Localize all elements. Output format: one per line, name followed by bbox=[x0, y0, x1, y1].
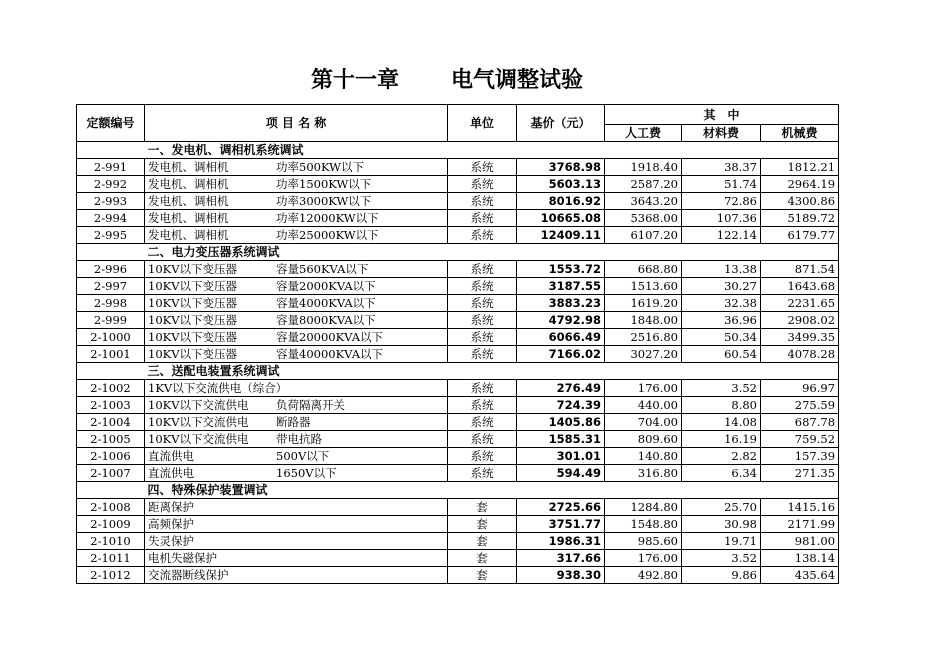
item-machine-cost: 6179.77 bbox=[761, 227, 839, 244]
item-code: 2-1000 bbox=[77, 329, 145, 346]
item-unit: 套 bbox=[448, 567, 517, 584]
item-machine-cost: 5189.72 bbox=[761, 210, 839, 227]
item-unit: 系统 bbox=[448, 414, 517, 431]
item-name: 高频保护 bbox=[148, 517, 194, 531]
item-base-price: 276.49 bbox=[517, 380, 605, 397]
table-row bbox=[77, 227, 839, 244]
item-spec: 功率500KW以下 bbox=[276, 160, 364, 174]
table-row bbox=[77, 261, 839, 278]
item-spec: 功率25000KW以下 bbox=[276, 228, 379, 242]
item-code: 2-994 bbox=[77, 210, 145, 227]
item-base-price: 6066.49 bbox=[517, 329, 605, 346]
item-material-cost: 38.37 bbox=[682, 159, 761, 176]
item-name: 10KV以下交流供电 bbox=[148, 432, 249, 446]
table-row bbox=[77, 329, 839, 346]
table-row bbox=[77, 278, 839, 295]
item-material-cost: 8.80 bbox=[682, 397, 761, 414]
header-unit: 单位 bbox=[448, 105, 517, 142]
item-labor-cost: 985.60 bbox=[605, 533, 682, 550]
item-unit: 套 bbox=[448, 516, 517, 533]
item-spec: 容量8000KVA以下 bbox=[276, 313, 376, 327]
item-name: 1KV以下交流供电（综合） bbox=[148, 381, 288, 395]
item-name-cell bbox=[145, 261, 448, 278]
item-unit: 系统 bbox=[448, 431, 517, 448]
item-name-cell bbox=[145, 346, 448, 363]
item-name: 电机失磁保护 bbox=[148, 551, 217, 565]
item-base-price: 938.30 bbox=[517, 567, 605, 584]
table-row bbox=[77, 516, 839, 533]
item-machine-cost: 2171.99 bbox=[761, 516, 839, 533]
header-code: 定额编号 bbox=[77, 105, 145, 142]
item-name-cell bbox=[145, 227, 448, 244]
item-name: 发电机、调相机 bbox=[148, 194, 229, 208]
item-machine-cost: 1643.68 bbox=[761, 278, 839, 295]
item-name: 10KV以下变压器 bbox=[148, 347, 238, 361]
item-material-cost: 2.82 bbox=[682, 448, 761, 465]
item-name: 交流器断线保护 bbox=[148, 568, 229, 582]
item-material-cost: 9.86 bbox=[682, 567, 761, 584]
section-title: 三、送配电装置系统调试 bbox=[145, 363, 839, 380]
item-machine-cost: 2964.19 bbox=[761, 176, 839, 193]
item-labor-cost: 1619.20 bbox=[605, 295, 682, 312]
item-material-cost: 25.70 bbox=[682, 499, 761, 516]
item-labor-cost: 1848.00 bbox=[605, 312, 682, 329]
item-code: 2-999 bbox=[77, 312, 145, 329]
table-row bbox=[77, 380, 839, 397]
item-base-price: 3883.23 bbox=[517, 295, 605, 312]
item-labor-cost: 5368.00 bbox=[605, 210, 682, 227]
item-unit: 系统 bbox=[448, 380, 517, 397]
item-name-cell bbox=[145, 516, 448, 533]
item-name: 发电机、调相机 bbox=[148, 228, 229, 242]
table-row bbox=[77, 193, 839, 210]
item-name-cell bbox=[145, 414, 448, 431]
item-unit: 套 bbox=[448, 550, 517, 567]
item-name-cell bbox=[145, 397, 448, 414]
item-name: 发电机、调相机 bbox=[148, 177, 229, 191]
item-material-cost: 14.08 bbox=[682, 414, 761, 431]
item-labor-cost: 668.80 bbox=[605, 261, 682, 278]
item-labor-cost: 3643.20 bbox=[605, 193, 682, 210]
item-base-price: 2725.66 bbox=[517, 499, 605, 516]
item-material-cost: 32.38 bbox=[682, 295, 761, 312]
item-machine-cost: 2908.02 bbox=[761, 312, 839, 329]
header-machine: 机械费 bbox=[761, 125, 839, 142]
item-name: 发电机、调相机 bbox=[148, 211, 229, 225]
item-name: 10KV以下变压器 bbox=[148, 296, 238, 310]
item-base-price: 3187.55 bbox=[517, 278, 605, 295]
section-title: 一、发电机、调相机系统调试 bbox=[145, 142, 839, 159]
item-machine-cost: 759.52 bbox=[761, 431, 839, 448]
item-name-cell bbox=[145, 278, 448, 295]
item-base-price: 5603.13 bbox=[517, 176, 605, 193]
header-group: 其 中 bbox=[605, 105, 839, 125]
item-spec: 带电抗路 bbox=[276, 432, 322, 446]
item-base-price: 317.66 bbox=[517, 550, 605, 567]
item-unit: 套 bbox=[448, 499, 517, 516]
item-machine-cost: 275.59 bbox=[761, 397, 839, 414]
item-labor-cost: 1513.60 bbox=[605, 278, 682, 295]
table-row bbox=[77, 533, 839, 550]
item-name-cell bbox=[145, 210, 448, 227]
item-unit: 系统 bbox=[448, 193, 517, 210]
item-code: 2-1007 bbox=[77, 465, 145, 482]
item-name: 直流供电 bbox=[148, 466, 194, 480]
item-unit: 系统 bbox=[448, 397, 517, 414]
item-labor-cost: 1548.80 bbox=[605, 516, 682, 533]
item-material-cost: 30.98 bbox=[682, 516, 761, 533]
section-title: 四、特殊保护装置调试 bbox=[145, 482, 839, 499]
item-machine-cost: 981.00 bbox=[761, 533, 839, 550]
item-material-cost: 16.19 bbox=[682, 431, 761, 448]
item-name: 10KV以下变压器 bbox=[148, 330, 238, 344]
item-name: 10KV以下交流供电 bbox=[148, 415, 249, 429]
item-spec: 断路器 bbox=[276, 415, 311, 429]
item-unit: 系统 bbox=[448, 312, 517, 329]
table-row bbox=[77, 567, 839, 584]
item-machine-cost: 157.39 bbox=[761, 448, 839, 465]
item-spec: 容量560KVA以下 bbox=[276, 262, 369, 276]
item-unit: 系统 bbox=[448, 227, 517, 244]
item-base-price: 10665.08 bbox=[517, 210, 605, 227]
item-spec: 容量2000KVA以下 bbox=[276, 279, 376, 293]
table-body bbox=[77, 142, 839, 584]
item-labor-cost: 176.00 bbox=[605, 550, 682, 567]
item-code: 2-997 bbox=[77, 278, 145, 295]
item-name-cell bbox=[145, 550, 448, 567]
item-machine-cost: 435.64 bbox=[761, 567, 839, 584]
item-name-cell bbox=[145, 465, 448, 482]
item-base-price: 1585.31 bbox=[517, 431, 605, 448]
item-name: 10KV以下变压器 bbox=[148, 313, 238, 327]
item-spec: 容量40000KVA以下 bbox=[276, 347, 384, 361]
item-name-cell bbox=[145, 295, 448, 312]
table-row bbox=[77, 465, 839, 482]
item-labor-cost: 3027.20 bbox=[605, 346, 682, 363]
table-row bbox=[77, 312, 839, 329]
item-material-cost: 30.27 bbox=[682, 278, 761, 295]
item-machine-cost: 96.97 bbox=[761, 380, 839, 397]
item-base-price: 1986.31 bbox=[517, 533, 605, 550]
item-material-cost: 122.14 bbox=[682, 227, 761, 244]
item-spec: 容量4000KVA以下 bbox=[276, 296, 376, 310]
item-code: 2-1010 bbox=[77, 533, 145, 550]
header-name: 项 目 名 称 bbox=[145, 105, 448, 142]
item-labor-cost: 809.60 bbox=[605, 431, 682, 448]
header-base: 基价（元） bbox=[517, 105, 605, 142]
section-row bbox=[77, 363, 839, 380]
item-code: 2-1006 bbox=[77, 448, 145, 465]
item-unit: 系统 bbox=[448, 278, 517, 295]
item-base-price: 12409.11 bbox=[517, 227, 605, 244]
item-code: 2-1002 bbox=[77, 380, 145, 397]
section-title: 二、电力变压器系统调试 bbox=[145, 244, 839, 261]
item-name: 10KV以下变压器 bbox=[148, 279, 238, 293]
item-code: 2-1003 bbox=[77, 397, 145, 414]
item-material-cost: 3.52 bbox=[682, 380, 761, 397]
item-spec: 功率1500KW以下 bbox=[276, 177, 372, 191]
item-name-cell bbox=[145, 533, 448, 550]
item-machine-cost: 687.78 bbox=[761, 414, 839, 431]
item-code: 2-992 bbox=[77, 176, 145, 193]
item-name: 失灵保护 bbox=[148, 534, 194, 548]
item-name-cell bbox=[145, 329, 448, 346]
item-material-cost: 3.52 bbox=[682, 550, 761, 567]
item-base-price: 1553.72 bbox=[517, 261, 605, 278]
item-spec: 负荷隔离开关 bbox=[276, 398, 345, 412]
item-name: 10KV以下变压器 bbox=[148, 262, 238, 276]
item-code: 2-993 bbox=[77, 193, 145, 210]
item-name-cell bbox=[145, 567, 448, 584]
item-material-cost: 36.96 bbox=[682, 312, 761, 329]
item-code: 2-991 bbox=[77, 159, 145, 176]
table-row bbox=[77, 550, 839, 567]
table-row bbox=[77, 176, 839, 193]
item-material-cost: 60.54 bbox=[682, 346, 761, 363]
item-code: 2-1008 bbox=[77, 499, 145, 516]
item-labor-cost: 440.00 bbox=[605, 397, 682, 414]
item-base-price: 724.39 bbox=[517, 397, 605, 414]
item-spec: 容量20000KVA以下 bbox=[276, 330, 384, 344]
table-row bbox=[77, 414, 839, 431]
header-labor: 人工费 bbox=[605, 125, 682, 142]
item-machine-cost: 2231.65 bbox=[761, 295, 839, 312]
item-base-price: 301.01 bbox=[517, 448, 605, 465]
item-labor-cost: 176.00 bbox=[605, 380, 682, 397]
section-row bbox=[77, 142, 839, 159]
item-name: 10KV以下交流供电 bbox=[148, 398, 249, 412]
item-spec: 500V以下 bbox=[276, 449, 330, 463]
item-unit: 系统 bbox=[448, 261, 517, 278]
chapter-title: 电气调整试验 bbox=[451, 68, 584, 93]
item-machine-cost: 138.14 bbox=[761, 550, 839, 567]
section-row bbox=[77, 244, 839, 261]
item-name-cell bbox=[145, 448, 448, 465]
table-row bbox=[77, 346, 839, 363]
item-name-cell bbox=[145, 431, 448, 448]
table-row bbox=[77, 295, 839, 312]
item-machine-cost: 4300.86 bbox=[761, 193, 839, 210]
item-labor-cost: 1918.40 bbox=[605, 159, 682, 176]
table-row bbox=[77, 159, 839, 176]
item-machine-cost: 871.54 bbox=[761, 261, 839, 278]
item-material-cost: 72.86 bbox=[682, 193, 761, 210]
section-blank-cell bbox=[77, 482, 145, 499]
item-base-price: 8016.92 bbox=[517, 193, 605, 210]
table-row bbox=[77, 397, 839, 414]
item-spec: 功率3000KW以下 bbox=[276, 194, 372, 208]
item-name: 发电机、调相机 bbox=[148, 160, 229, 174]
item-name: 直流供电 bbox=[148, 449, 194, 463]
item-labor-cost: 6107.20 bbox=[605, 227, 682, 244]
item-base-price: 1405.86 bbox=[517, 414, 605, 431]
item-machine-cost: 1812.21 bbox=[761, 159, 839, 176]
item-labor-cost: 2516.80 bbox=[605, 329, 682, 346]
item-name-cell bbox=[145, 159, 448, 176]
table-header bbox=[77, 105, 839, 142]
section-blank-cell bbox=[77, 142, 145, 159]
item-unit: 系统 bbox=[448, 159, 517, 176]
quota-table bbox=[76, 104, 839, 584]
item-material-cost: 50.34 bbox=[682, 329, 761, 346]
item-unit: 套 bbox=[448, 533, 517, 550]
item-material-cost: 13.38 bbox=[682, 261, 761, 278]
item-material-cost: 19.71 bbox=[682, 533, 761, 550]
item-machine-cost: 1415.16 bbox=[761, 499, 839, 516]
item-name-cell bbox=[145, 380, 448, 397]
item-code: 2-1001 bbox=[77, 346, 145, 363]
section-row bbox=[77, 482, 839, 499]
item-labor-cost: 1284.80 bbox=[605, 499, 682, 516]
item-code: 2-996 bbox=[77, 261, 145, 278]
item-name-cell bbox=[145, 176, 448, 193]
item-labor-cost: 2587.20 bbox=[605, 176, 682, 193]
item-labor-cost: 316.80 bbox=[605, 465, 682, 482]
item-labor-cost: 704.00 bbox=[605, 414, 682, 431]
item-base-price: 4792.98 bbox=[517, 312, 605, 329]
section-blank-cell bbox=[77, 363, 145, 380]
item-code: 2-995 bbox=[77, 227, 145, 244]
item-material-cost: 107.36 bbox=[682, 210, 761, 227]
item-unit: 系统 bbox=[448, 176, 517, 193]
item-name-cell bbox=[145, 312, 448, 329]
item-base-price: 3768.98 bbox=[517, 159, 605, 176]
item-name-cell bbox=[145, 193, 448, 210]
item-unit: 系统 bbox=[448, 329, 517, 346]
item-material-cost: 51.74 bbox=[682, 176, 761, 193]
item-unit: 系统 bbox=[448, 210, 517, 227]
item-machine-cost: 271.35 bbox=[761, 465, 839, 482]
item-labor-cost: 492.80 bbox=[605, 567, 682, 584]
item-unit: 系统 bbox=[448, 465, 517, 482]
table-row bbox=[77, 499, 839, 516]
item-unit: 系统 bbox=[448, 448, 517, 465]
item-name-cell bbox=[145, 499, 448, 516]
chapter-label: 第十一章 bbox=[311, 68, 400, 93]
item-machine-cost: 4078.28 bbox=[761, 346, 839, 363]
table-row bbox=[77, 448, 839, 465]
item-code: 2-1005 bbox=[77, 431, 145, 448]
item-code: 2-1011 bbox=[77, 550, 145, 567]
item-base-price: 594.49 bbox=[517, 465, 605, 482]
item-unit: 系统 bbox=[448, 295, 517, 312]
item-code: 2-1012 bbox=[77, 567, 145, 584]
item-base-price: 7166.02 bbox=[517, 346, 605, 363]
item-spec: 功率12000KW以下 bbox=[276, 211, 379, 225]
header-material: 材料费 bbox=[682, 125, 761, 142]
item-unit: 系统 bbox=[448, 346, 517, 363]
item-material-cost: 6.34 bbox=[682, 465, 761, 482]
item-spec: 1650V以下 bbox=[276, 466, 337, 480]
item-code: 2-1009 bbox=[77, 516, 145, 533]
item-machine-cost: 3499.35 bbox=[761, 329, 839, 346]
table-row bbox=[77, 210, 839, 227]
item-code: 2-998 bbox=[77, 295, 145, 312]
table-row bbox=[77, 431, 839, 448]
section-blank-cell bbox=[77, 244, 145, 261]
item-labor-cost: 140.80 bbox=[605, 448, 682, 465]
item-base-price: 3751.77 bbox=[517, 516, 605, 533]
item-code: 2-1004 bbox=[77, 414, 145, 431]
item-name: 距离保护 bbox=[148, 500, 194, 514]
